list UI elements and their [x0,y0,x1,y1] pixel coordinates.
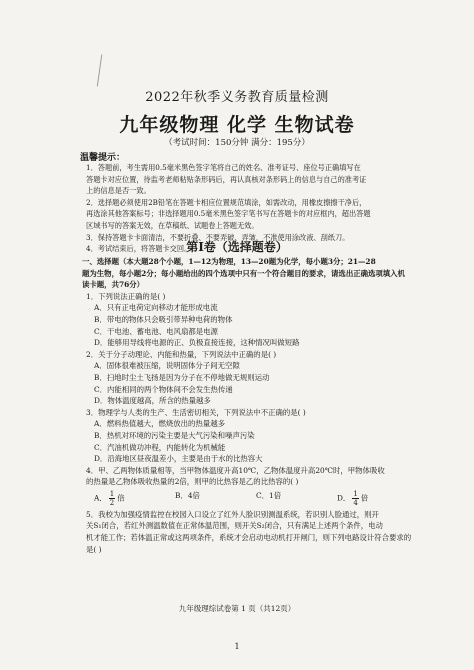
question-2-option-a: A．固体很难被压缩，说明固体分子间无空隙 [94,361,240,371]
question-1-option-b: B．带电的物体只会吸引带异种电荷的物体 [94,314,233,324]
question-4-option-d [337,490,418,507]
notice-line: 上的信息是否一致。 [86,186,151,196]
notice-line: 再选涂其他答案标号；非选择题用0.5毫米黑色签字笔书写在答题卡的对应框内，超出答题 [86,209,371,219]
question-3-option-b: B．热机对环境的污染主要是大气污染和噪声污染 [94,430,255,440]
option-letter: A． [94,493,107,503]
question-3-stem: 3．物理学与人类的生产、生活密切相关，下列说法中不正确的是( ) [86,407,306,417]
question-1-option-d: D．能够用导线将电源的正、负极直接连接，这种情况叫做短路 [94,338,300,348]
section-intro-line: 题为生物，每小题2分；每小题给出的四个选项中只有一个符合题目的要求，请选出正确选项填入机 [82,268,405,278]
question-4-option-a [94,490,175,507]
section-intro-line: 读卡题，共76分） [82,280,145,290]
question-3-option-c: C．汽油机做功冲程，内能转化为机械能 [94,442,226,452]
notice-line: 1．答题前，考生需用0.5毫米黑色签字笔将自己的姓名、准考证号、座位号正确填写在 [86,163,361,172]
pen-mark [97,55,110,88]
questions-block [82,256,418,555]
option-suffix: 倍 [117,493,125,503]
section-title: 第Ⅰ卷（选择题卷） [186,240,288,254]
question-1-option-c: C．干电池、蓄电池、电风扇都是电源 [94,326,218,336]
exam-title: 2022年秋季义务教育质量检测 [145,90,329,105]
option-suffix: 倍 [360,493,369,503]
question-4-stem: 4．甲、乙两物体质量相等，当甲物体温度升高10℃，乙物体温度升高20℃时，甲物体吸收 [86,465,385,475]
fraction [109,490,115,507]
notice-line: 4．考试结束后，将答题卡交回。 [86,244,192,254]
notice-line: 区域书写的答案无效，在草稿纸、试题卷上答题无效。 [86,220,259,230]
exam-info: （考试时间：150分钟 满分：195分） [164,138,310,148]
question-2-option-c: C．内能相同的两个物体间不会发生热传递 [94,384,233,394]
question-3-option-d: D．沿海地区昼夜温差小，主要是由于水的比热容大 [94,454,263,464]
fraction [352,490,358,507]
question-2-option-d: D．物体温度越高，所含的热量越多 [94,396,211,406]
question-4-option-c: C．1倍 [256,490,282,500]
question-4-option-b: B．4倍 [175,490,200,500]
page-footer: 九年级理综试卷第 1 页（共12页） [178,604,296,613]
question-5-line: 5．我校为加强疫情监控在校园入口设立了红外人脸识别测温系统，若识别人脸通过，则开 [86,509,379,519]
question-4-stem: 的热量是乙物体吸收热量的2倍，则甲的比热容是乙的比热容的( ) [86,477,299,487]
question-1-option-a: A．只有正电荷定向移动才能形成电流 [94,303,218,313]
section-intro-line: 一、选择题（本大题28个小题，1—12为物理，13—20题为化学，每小题3分；21—28 [82,257,376,266]
numerator: 1 [353,489,358,498]
paper-title: 九年级物理 化学 生物试卷 [119,114,355,136]
notice-title: 温馨提示： [80,153,126,163]
page-number: 1 [234,642,240,651]
notice-line: 2．选择题必须使用2B铅笔在答题卡相应位置规范填涂，如需改动，用橡皮擦擦干净后， [86,197,367,207]
question-5-line: 是( ) [86,544,102,554]
question-3-option-a: A．燃料热值越大，燃烧放出的热量越多 [94,419,225,429]
numerator: 1 [109,489,115,498]
option-letter: D． [337,493,351,503]
question-5-line: 关S₁闭合，若红外测温数值在正常体温范围，则开关S₂闭合，只有满足上述两个条件，电动 [86,521,383,531]
question-4-options [82,490,418,507]
notice-line: 3．保持答题卡卡面清洁，不要折叠、不要弄破、弄皱，不准使用涂改液、刮纸刀。 [86,232,350,242]
question-1-stem: 1．下列说法正确的是( ) [86,291,166,301]
question-2-option-b: B．扫地时尘土飞扬是因为分子在不停地做无规则运动 [94,372,270,382]
denominator: 4 [353,498,358,507]
question-5-line: 机才能工作；若体温正常或这两项条件，系统才会启动电动机打开闸门，则下列电路设计符合要求的 [86,533,412,543]
question-2-stem: 2．关于分子动理论、内能和热量，下列说法中正确的是( ) [86,349,277,359]
denominator: 2 [109,498,115,507]
notice-line: 答题卡对应位置，待监考老师粘贴条形码后，再认真核对条形码上的信息与自己的准考证 [86,174,367,184]
